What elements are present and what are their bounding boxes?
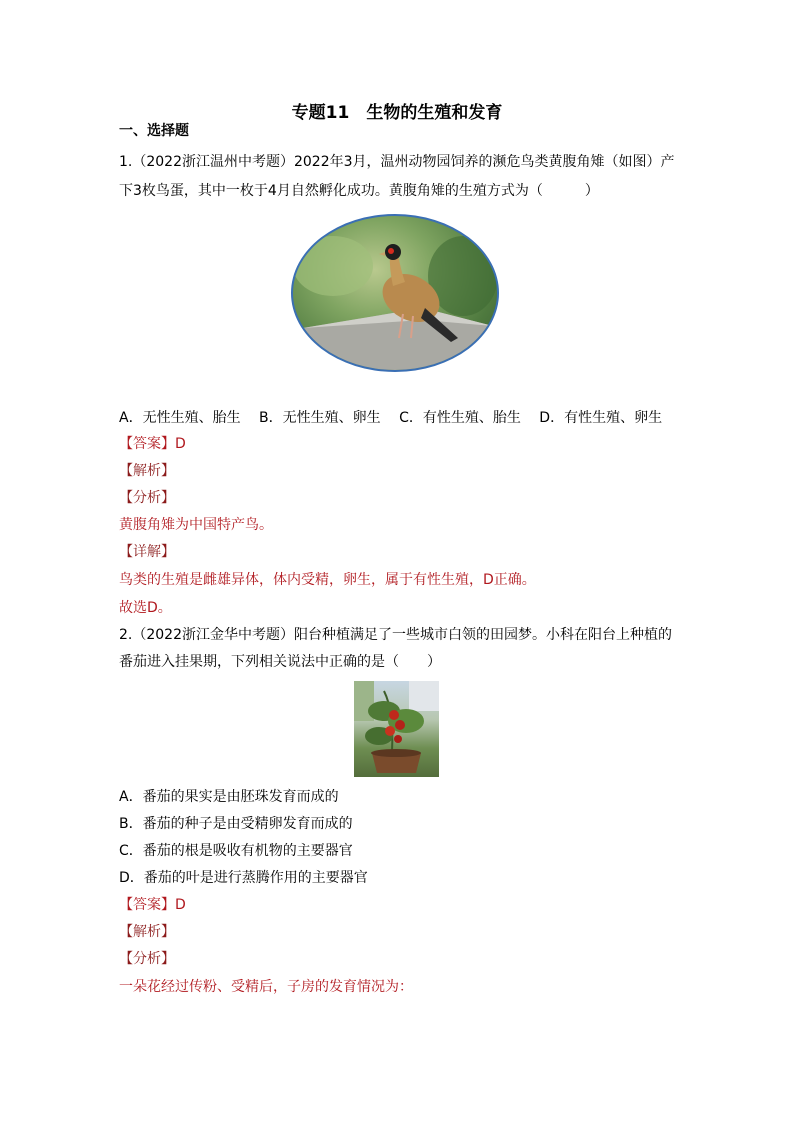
q2-option-c: C．番茄的根是吸收有机物的主要器官 (119, 843, 353, 859)
q2-option-a: A．番茄的果实是由胚珠发育而成的 (119, 789, 339, 805)
q2-fenxi-text: 一朵花经过传粉、受精后，子房的发育情况为： (119, 979, 413, 995)
q1-answer: 【答案】D (119, 436, 186, 452)
q1-options: A．无性生殖、胎生 B．无性生殖、卵生 C．有性生殖、胎生 D．有性生殖、卵生 (119, 410, 663, 426)
q2-option-b: B．番茄的种子是由受精卵发育而成的 (119, 816, 353, 832)
q2-answer: 【答案】D (119, 897, 186, 913)
bird-illustration (293, 216, 499, 372)
q1-stem-line1: 1.（2022浙江温州中考题）2022年3月，温州动物园饲养的濒危鸟类黄腹角雉（如图）产 (119, 154, 675, 170)
q1-conclusion: 故选D。 (119, 600, 172, 616)
q2-fenxi-label: 【分析】 (119, 951, 175, 967)
q2-option-d: D．番茄的叶是进行蒸腾作用的主要器官 (119, 870, 368, 886)
q1-jiexi-label: 【解析】 (119, 463, 175, 479)
q1-stem-line2: 下3枚鸟蛋，其中一枚于4月自然孵化成功。黄腹角雉的生殖方式为（ ） (119, 183, 599, 199)
q1-xiangjie-label: 【详解】 (119, 544, 175, 560)
q2-stem-line1: 2.（2022浙江金华中考题）阳台种植满足了一些城市白领的田园梦。小科在阳台上种植的 (119, 627, 672, 643)
q2-stem-line2: 番茄进入挂果期，下列相关说法中正确的是（ ） (119, 654, 441, 670)
section-heading: 一、选择题 (119, 123, 189, 139)
bird-photo (291, 214, 499, 372)
q1-fenxi-label: 【分析】 (119, 490, 175, 506)
q2-jiexi-label: 【解析】 (119, 924, 175, 940)
q1-fenxi-text: 黄腹角雉为中国特产鸟。 (119, 517, 273, 533)
q1-xiangjie-text: 鸟类的生殖是雌雄异体，体内受精，卵生，属于有性生殖，D正确。 (119, 572, 536, 588)
tomato-illustration (354, 681, 439, 777)
tomato-plant-photo (354, 681, 439, 777)
page-title: 专题11 生物的生殖和发育 (291, 103, 503, 123)
